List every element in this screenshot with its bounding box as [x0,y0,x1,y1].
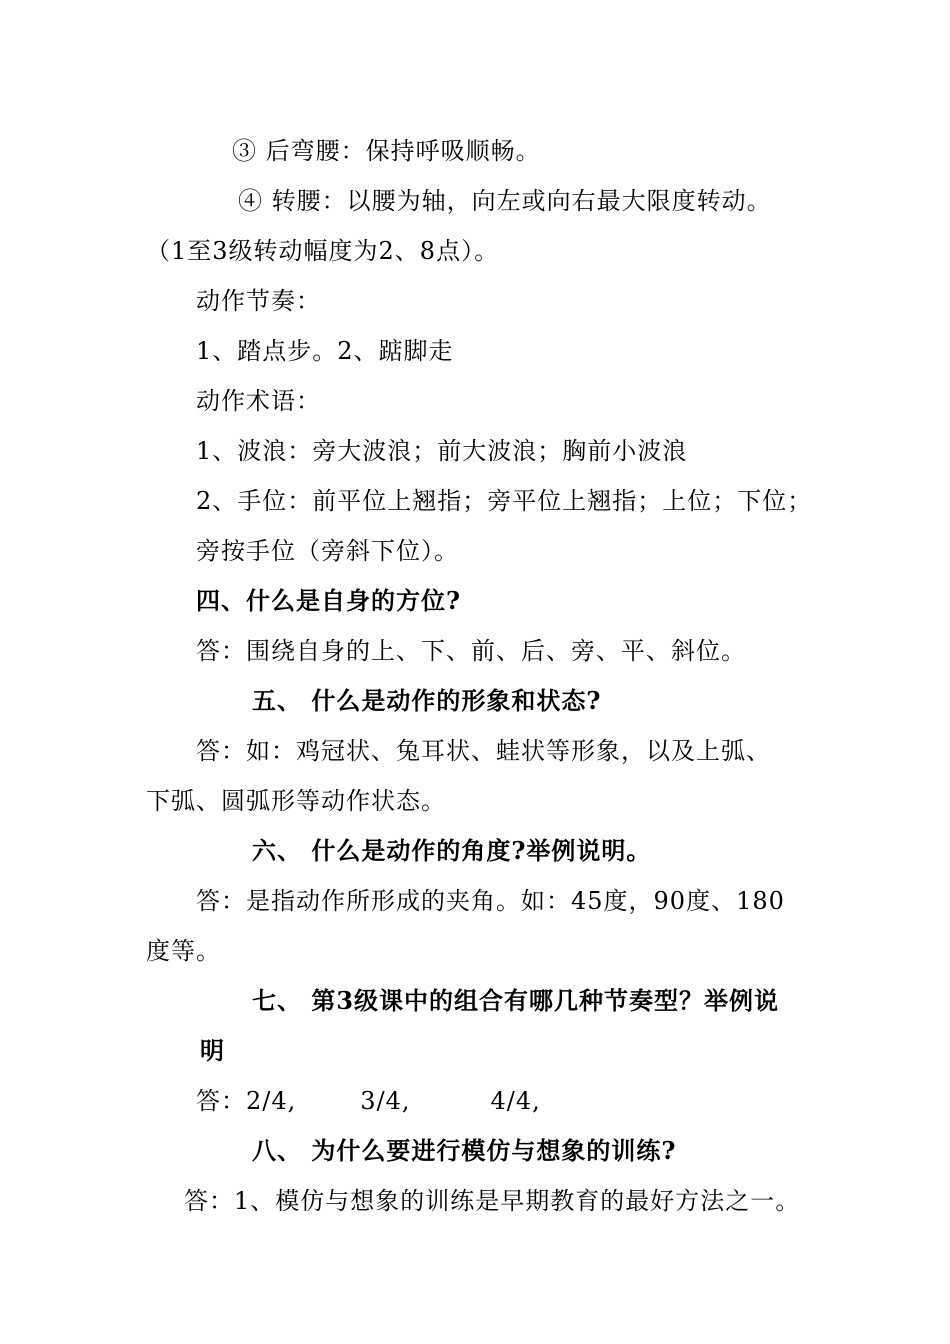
answer-8: 答：1、模仿与想象的训练是早期教育的最好方法之一。 [184,1187,801,1215]
text-terms-heading: 动作术语： [196,387,321,415]
text-term-hand-positions-cont: 旁按手位（旁斜下位）。 [196,537,459,565]
text-rhythm-items: 1、踏点步。2、踮脚走 [196,337,454,365]
text-term-wave: 1、波浪：旁大波浪；前大波浪；胸前小波浪 [196,437,688,465]
text-waist-turn: ④ 转腰：以腰为轴，向左或向右最大限度转动。 [238,187,772,215]
question-4-heading: 四、什么是自身的方位? [196,586,462,615]
answer-7-rhythm-3: 4/4, [490,1087,541,1115]
answer-5: 答：如：鸡冠状、兔耳状、蛙状等形象，以及上弧、 [196,737,771,765]
answer-6: 答：是指动作所形成的夹角。如：45度，90度、180 [196,887,785,915]
answer-7-rhythm-2: 3/4, [360,1087,411,1115]
question-8-heading: 八、 为什么要进行模仿与想象的训练? [252,1136,677,1165]
answer-7-rhythm-1: 答：2/4, [196,1087,297,1115]
text-rhythm-heading: 动作节奏： [196,287,321,315]
question-5-heading: 五、 什么是动作的形象和状态? [252,686,602,715]
answer-5-cont: 下弧、圆弧形等动作状态。 [146,787,446,815]
question-7-heading: 七、 第3级课中的组合有哪几种节奏型？举例说 [252,986,780,1015]
text-back-bend: ③ 后弯腰：保持呼吸顺畅。 [232,137,541,165]
answer-6-cont: 度等。 [146,937,221,965]
answer-4: 答：围绕自身的上、下、前、后、旁、平、斜位。 [196,637,746,665]
question-6-heading: 六、 什么是动作的角度?举例说明。 [252,836,652,865]
answer-7 [196,1086,541,1116]
text-term-hand-positions: 2、手位：前平位上翘指；旁平位上翘指；上位；下位； [196,487,813,515]
question-7-heading-cont: 明 [200,1036,225,1065]
text-turn-range: （1至3级转动幅度为2、8点）。 [146,237,500,265]
